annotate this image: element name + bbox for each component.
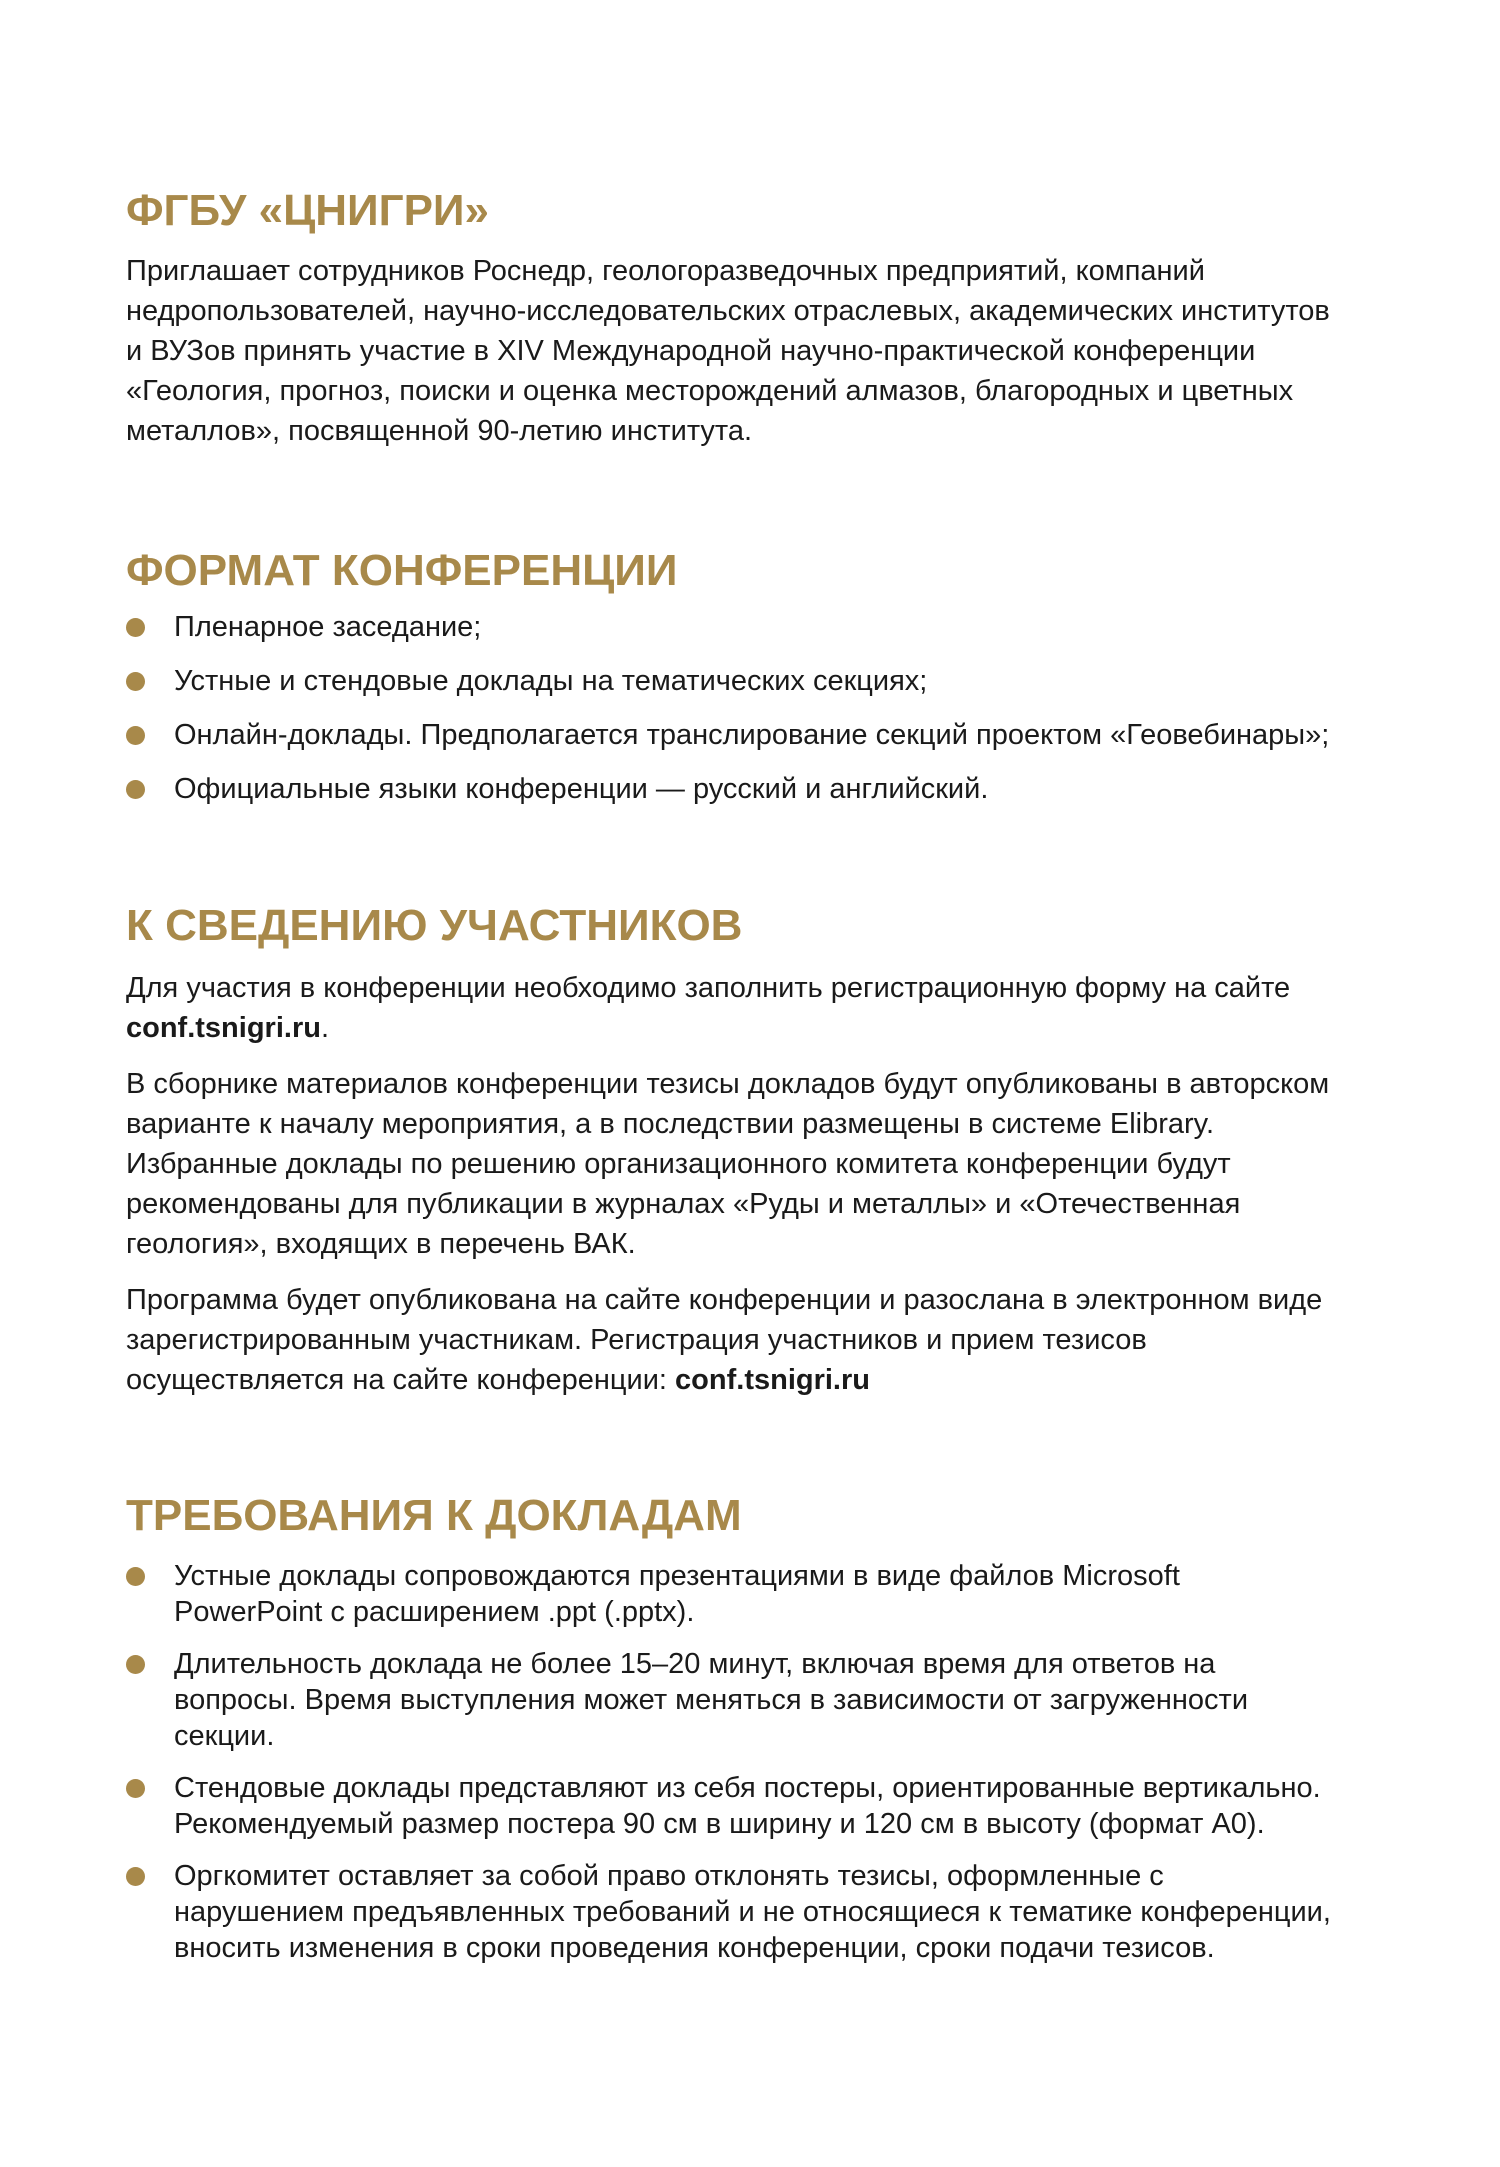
intro-line: недропользователей, научно-исследовательских отраслевых, академических институтов (126, 295, 1330, 327)
list-item (126, 663, 1406, 699)
paragraph-line: В сборнике материалов конференции тезисы докладов будут опубликованы в авторском (126, 1068, 1330, 1100)
bullet-icon (126, 1779, 145, 1798)
list-item-line: Оргкомитет оставляет за собой право отклонять тезисы, оформленные с (174, 1860, 1164, 1892)
bullet-icon (126, 1567, 145, 1586)
list-item-text: Онлайн-доклады. Предполагается транслирование секций проектом «Геовебинары»; (174, 719, 1330, 751)
participants-paragraph-2 (126, 1064, 1406, 1264)
list-item-line: вопросы. Время выступления может меняться в зависимости от загруженности (174, 1684, 1249, 1716)
participants-paragraph-1 (126, 968, 1406, 1048)
list-item-line: нарушением предъявленных требований и не относящиеся к тематике конференции, (174, 1896, 1331, 1928)
intro-paragraph (126, 251, 1406, 451)
paragraph-line (126, 1008, 1406, 1048)
list-item (126, 771, 1406, 807)
paragraph-line: рекомендованы для публикации в журналах «Руды и металлы» и «Отечественная (126, 1188, 1241, 1220)
paragraph-line: геология», входящих в перечень ВАК. (126, 1228, 636, 1260)
requirements-list (126, 1558, 1406, 1966)
list-item-line: Стендовые доклады представляют из себя постеры, ориентированные вертикально. (174, 1772, 1321, 1804)
bullet-icon (126, 672, 145, 691)
format-heading: ФОРМАТ КОНФЕРЕНЦИИ (126, 546, 678, 595)
paragraph-line: зарегистрированным участникам. Регистрация участников и прием тезисов (126, 1324, 1147, 1356)
list-item (126, 1558, 1406, 1630)
list-item-line: Рекомендуемый размер постера 90 см в ширину и 120 см в высоту (формат А0). (174, 1808, 1265, 1840)
list-item-line: секции. (174, 1720, 275, 1752)
list-item-line: Длительность доклада не более 15–20 минут, включая время для ответов на (174, 1648, 1216, 1680)
list-item-line: вносить изменения в сроки проведения конференции, сроки подачи тезисов. (174, 1932, 1215, 1964)
list-item (126, 1646, 1406, 1754)
list-item-line: Устные доклады сопровождаются презентациями в виде файлов Microsoft (174, 1560, 1180, 1592)
list-item-line: PowerPoint с расширением .ppt (.pptx). (174, 1596, 695, 1628)
intro-line: «Геология, прогноз, поиски и оценка месторождений алмазов, благородных и цветных (126, 375, 1294, 407)
bullet-icon (126, 780, 145, 799)
paragraph-line: Программа будет опубликована на сайте конференции и разослана в электронном виде (126, 1284, 1323, 1316)
paragraph-line: Избранные доклады по решению организационного комитета конференции будут (126, 1148, 1231, 1180)
requirements-section (126, 1490, 1406, 1966)
paragraph-text: осуществляется на сайте конференции: (126, 1364, 676, 1396)
paragraph-line (126, 1360, 1406, 1400)
bullet-icon (126, 726, 145, 745)
list-item (126, 1770, 1406, 1842)
bullet-icon (126, 618, 145, 637)
list-item (126, 609, 1406, 645)
intro-line: и ВУЗов принять участие в XIV Международной научно-практической конференции (126, 335, 1256, 367)
bullet-icon (126, 1867, 145, 1886)
intro-line: металлов», посвященной 90-летию института. (126, 415, 753, 447)
list-item-text: Устные и стендовые доклады на тематических секциях; (174, 665, 928, 697)
paragraph-line: Для участия в конференции необходимо заполнить регистрационную форму на сайте (126, 972, 1291, 1004)
bullet-icon (126, 1655, 145, 1674)
requirements-heading: ТРЕБОВАНИЯ К ДОКЛАДАМ (126, 1491, 742, 1540)
punctuation: . (320, 1012, 330, 1044)
intro-section (126, 185, 1406, 451)
site-link[interactable]: conf.tsnigri.ru (126, 1012, 321, 1044)
list-item-text: Пленарное заседание; (174, 611, 482, 643)
intro-line: Приглашает сотрудников Роснедр, геологоразведочных предприятий, компаний (126, 255, 1205, 287)
intro-heading: ФГБУ «ЦНИГРИ» (126, 186, 490, 235)
list-item (126, 1858, 1406, 1966)
participants-paragraph-3 (126, 1280, 1406, 1400)
format-list (126, 609, 1406, 807)
list-item (126, 717, 1406, 753)
participants-heading: К СВЕДЕНИЮ УЧАСТНИКОВ (126, 901, 743, 950)
site-link[interactable]: conf.tsnigri.ru (675, 1364, 870, 1396)
paragraph-line: варианте к началу мероприятия, а в последствии размещены в системе Elibrary. (126, 1108, 1215, 1140)
list-item-text: Официальные языки конференции — русский и английский. (174, 773, 989, 805)
format-section (126, 545, 1406, 807)
participants-section (126, 900, 1406, 1400)
